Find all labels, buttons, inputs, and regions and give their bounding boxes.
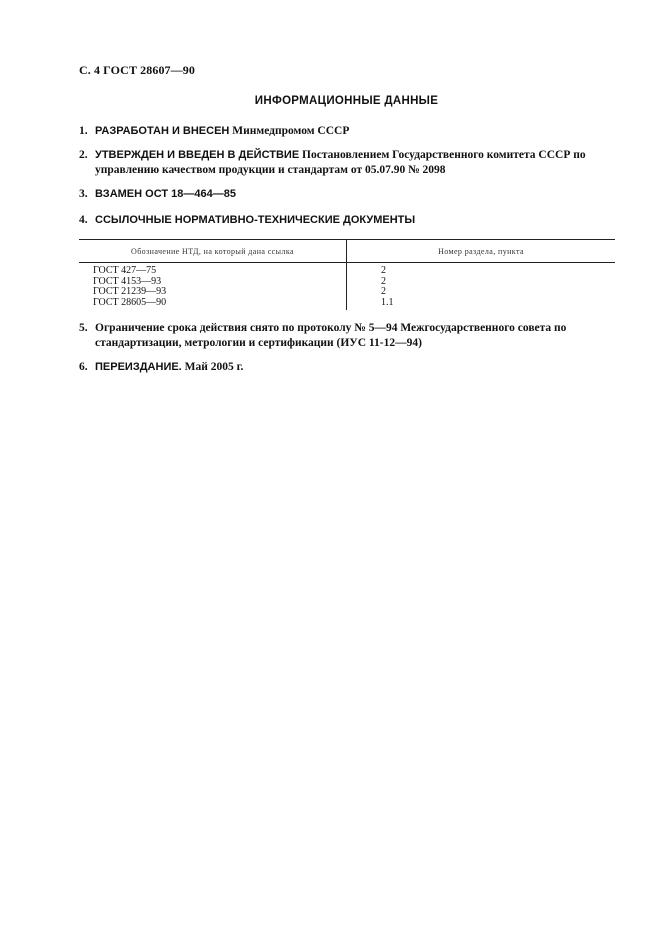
section-cell [347,263,616,311]
item-number: 6. [79,361,88,373]
item-number: 1. [79,125,88,137]
document-designation: ГОСТ 427—75 [93,265,157,276]
section-number: 2 [381,265,386,276]
item-text: Постановлением Государственного комитета СССР по [299,149,586,161]
section-number: 2 [381,286,386,297]
document-cell [79,263,347,311]
item-number: 5. [79,322,88,334]
item-continuation: управлению качеством продукции и стандартам от 05.07.90 № 2098 [95,164,446,176]
info-item-4 [79,213,615,228]
column-header-section: Номер раздела, пункта [347,240,616,263]
item-number: 2. [79,149,88,161]
item-heading: РАЗРАБОТАН И ВНЕСЕН [95,125,230,137]
section-number: 2 [381,275,386,287]
info-item-3 [79,187,615,202]
info-item-5 [79,321,615,351]
info-item-2 [79,148,615,178]
info-item-6 [79,360,615,375]
item-number: 3. [79,188,88,200]
page-header: С. 4 ГОСТ 28607—90 [79,63,195,77]
section-number: 1.1 [381,296,394,308]
column-header-document: Обозначение НТД, на который дана ссылка [79,240,347,263]
document-designation: ГОСТ 28605—90 [93,296,167,308]
item-heading: УТВЕРЖДЕН И ВВЕДЕН В ДЕЙСТВИЕ [95,149,300,161]
item-number: 4. [79,214,88,226]
document-designation: ГОСТ 21239—93 [93,286,167,297]
section-title: ИНФОРМАЦИОННЫЕ ДАННЫЕ [254,95,439,107]
table-header-row [79,240,615,263]
item-text: Май 2005 г. [181,361,244,373]
table-row [79,263,615,311]
item-continuation: стандартизации, метрологии и сертификации (ИУС 11-12—94) [95,337,422,349]
reference-documents-table [79,239,615,310]
document-designation: ГОСТ 4153—93 [93,275,162,287]
item-text: Ограничение срока действия снято по протоколу № 5—94 Межгосударственного совета по [95,322,567,334]
item-text: Минмедпромом СССР [229,125,350,137]
item-heading: ССЫЛОЧНЫЕ НОРМАТИВНО-ТЕХНИЧЕСКИЕ ДОКУМЕНТЫ [95,214,416,226]
item-heading: ВЗАМЕН ОСТ 18—464—85 [95,188,236,200]
info-item-1 [79,124,615,139]
item-heading: ПЕРЕИЗДАНИЕ. [95,361,182,373]
